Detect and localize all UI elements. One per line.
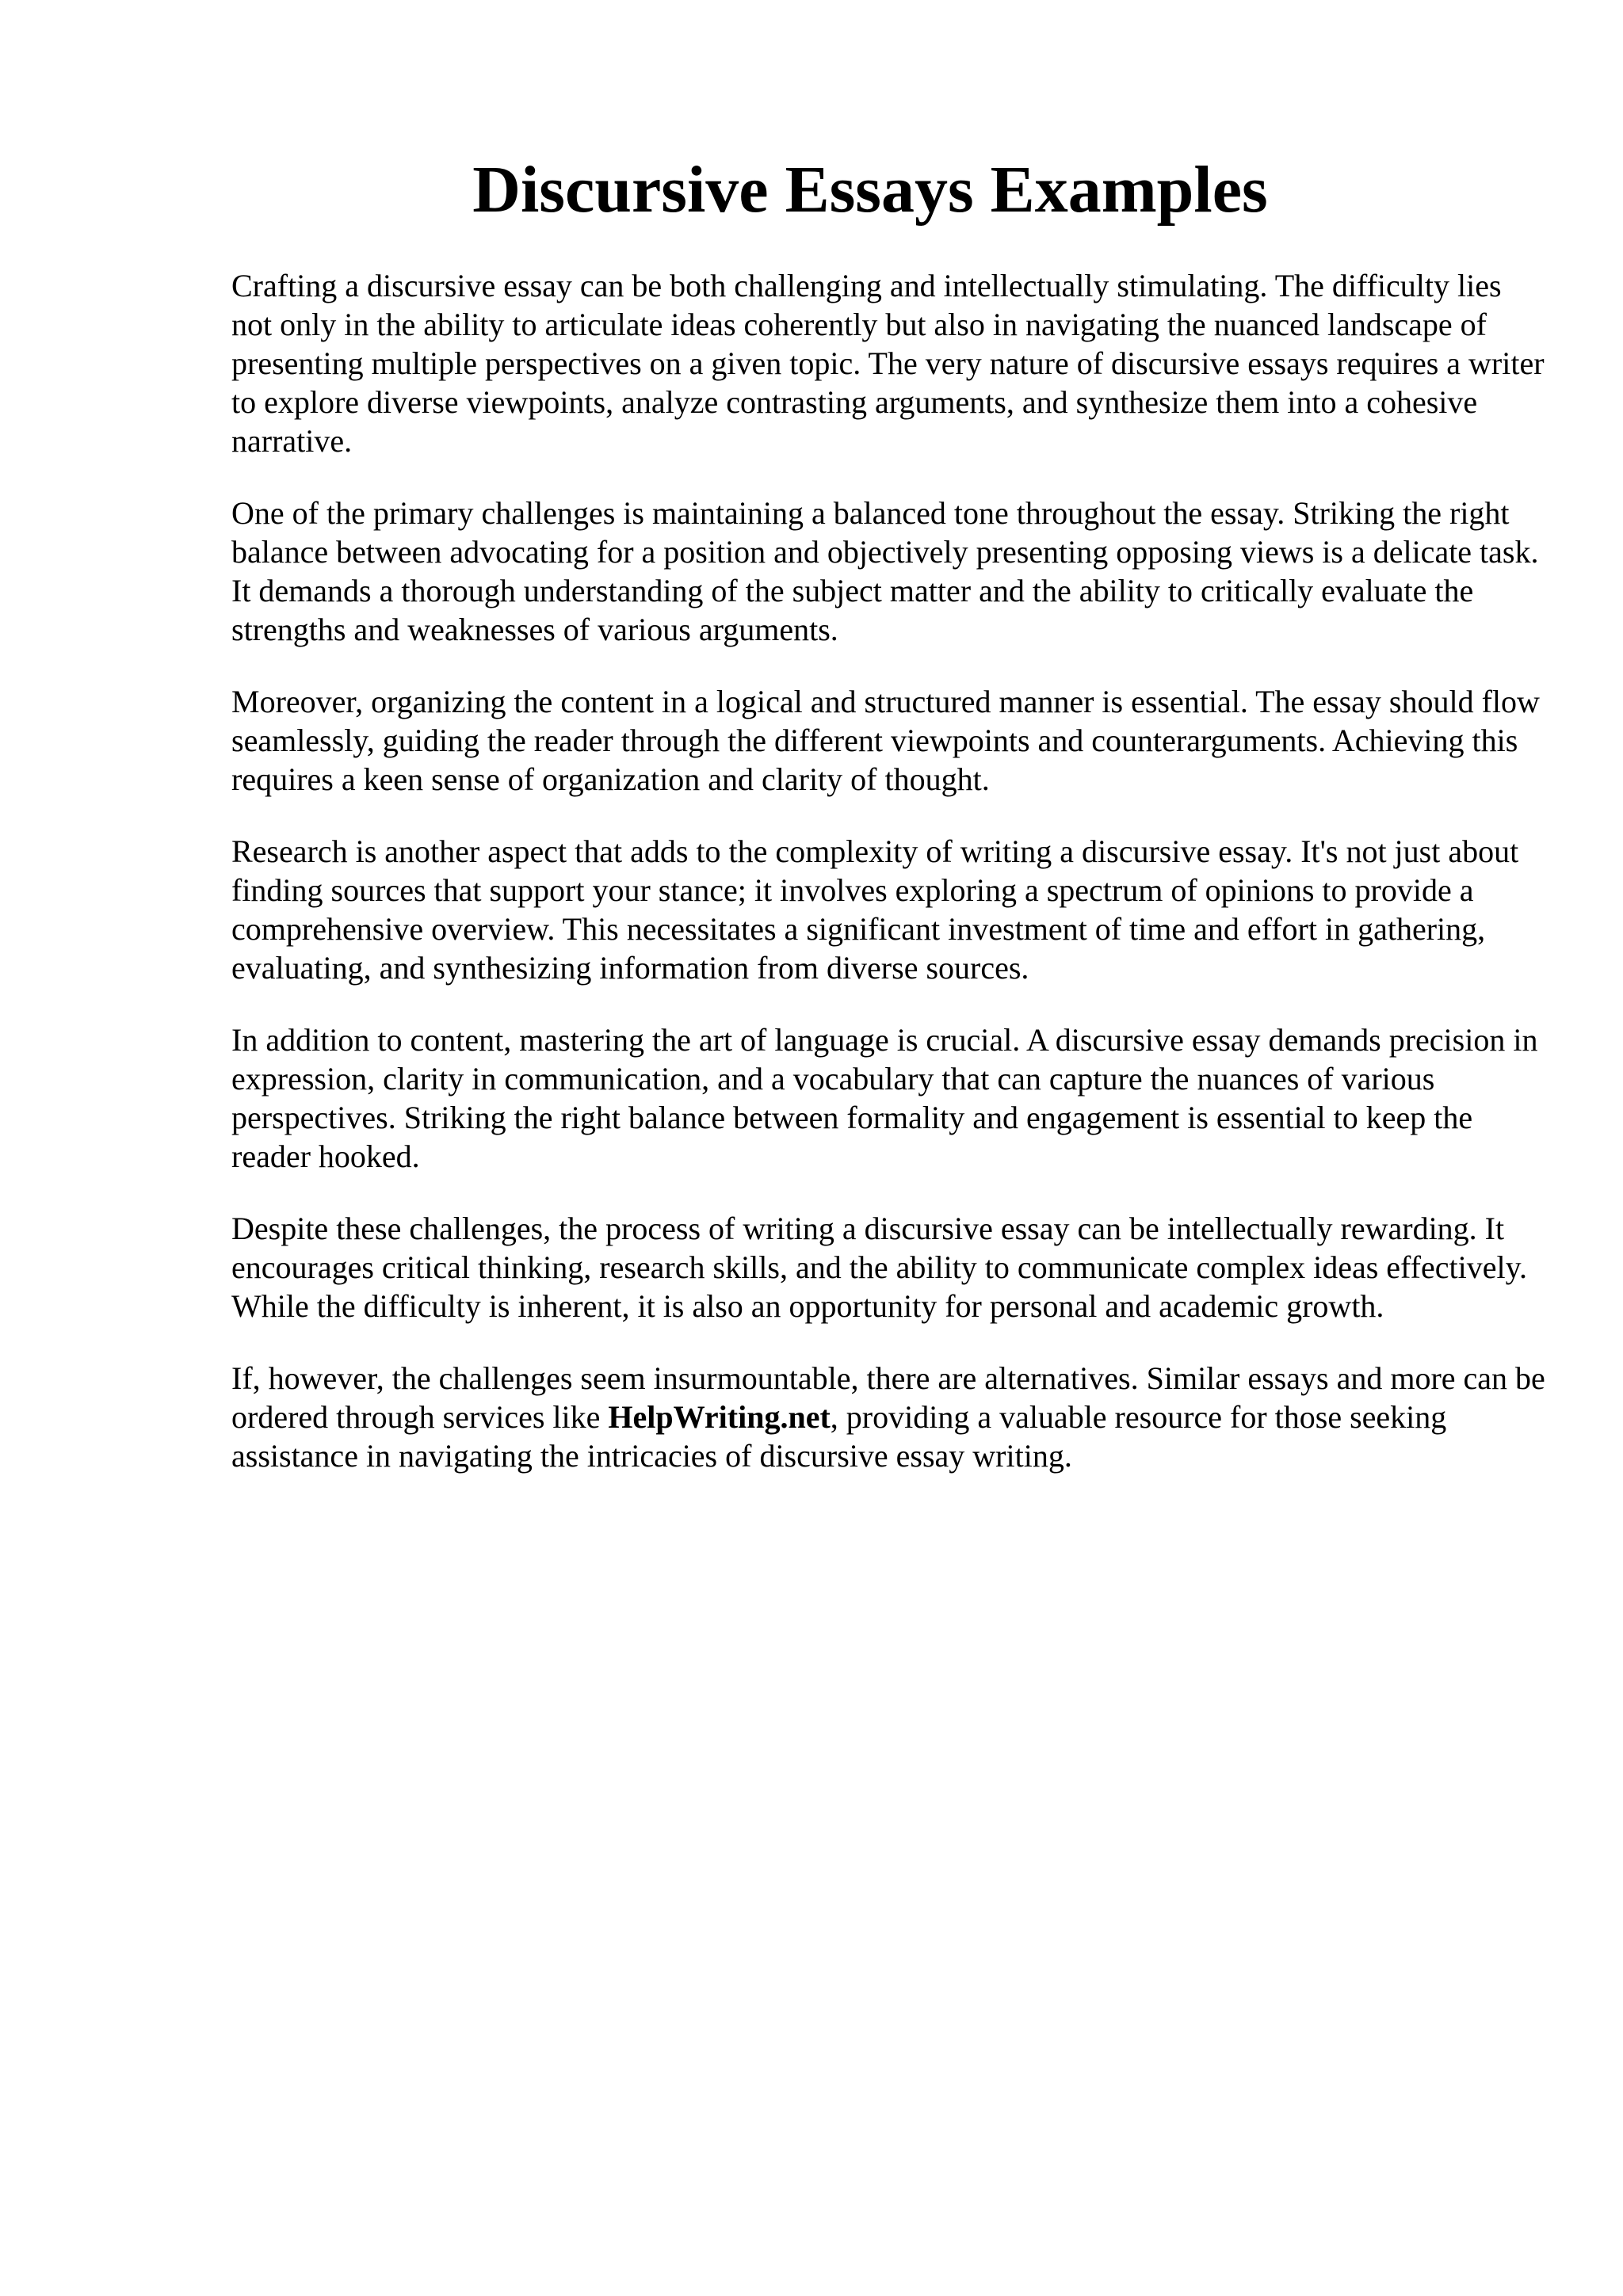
document-body [231, 266, 1547, 1508]
page-title: Discursive Essays Examples [472, 153, 1268, 227]
paragraph-7-text-after: , providing a valuable resource for those seeking assistance in navigating the intricacies of discursive essay writing. [231, 1399, 1447, 1474]
paragraph-3: Moreover, organizing the content in a logical and structured manner is essential. The essay should flow seamlessly, guiding the reader through the different viewpoints and counterarguments. Achieving this requires a keen sense of organization and clarity of thought. [231, 684, 1540, 797]
paragraph-5: In addition to content, mastering the art of language is crucial. A discursive essay demands precision in expression, clarity in communication, and a vocabulary that can capture the nuances of various perspectives. Striking the right balance between formality and engagement is essential to keep the reader hooked. [231, 1022, 1538, 1174]
paragraph-1: Crafting a discursive essay can be both challenging and intellectually stimulating. The difficulty lies not only in the ability to articulate ideas coherently but also in navigating the nuanced landscape of presenting multiple perspectives on a given topic. The very nature of discursive essays requires a writer to explore diverse viewpoints, analyze contrasting arguments, and synthesize them into a cohesive narrative. [231, 268, 1545, 459]
paragraph-6: Despite these challenges, the process of writing a discursive essay can be intellectually rewarding. It encourages critical thinking, research skills, and the ability to communicate complex ideas effectively. While the difficulty is inherent, it is also an opportunity for personal and academic growth. [231, 1211, 1527, 1324]
paragraph-4: Research is another aspect that adds to the complexity of writing a discursive essay. It's not just about finding sources that support your stance; it involves exploring a spectrum of opinions to provide a comprehensive overview. This necessitates a significant investment of time and effort in gathering, evaluating, and synthesizing information from diverse sources. [231, 833, 1519, 986]
brand-name: HelpWriting.net [608, 1399, 831, 1435]
paragraph-7 [231, 1359, 1547, 1475]
paragraph-7-text-before: If, however, the challenges seem insurmountable, there are alternatives. Similar essays and more can be ordered through services like [231, 1360, 1545, 1435]
paragraph-2: One of the primary challenges is maintaining a balanced tone throughout the essay. Striking the right balance between advocating for a position and objectively presenting opposing views is a delicate task. It demands a thorough understanding of the subject matter and the ability to critically evaluate the strengths and weaknesses of various arguments. [231, 495, 1539, 647]
